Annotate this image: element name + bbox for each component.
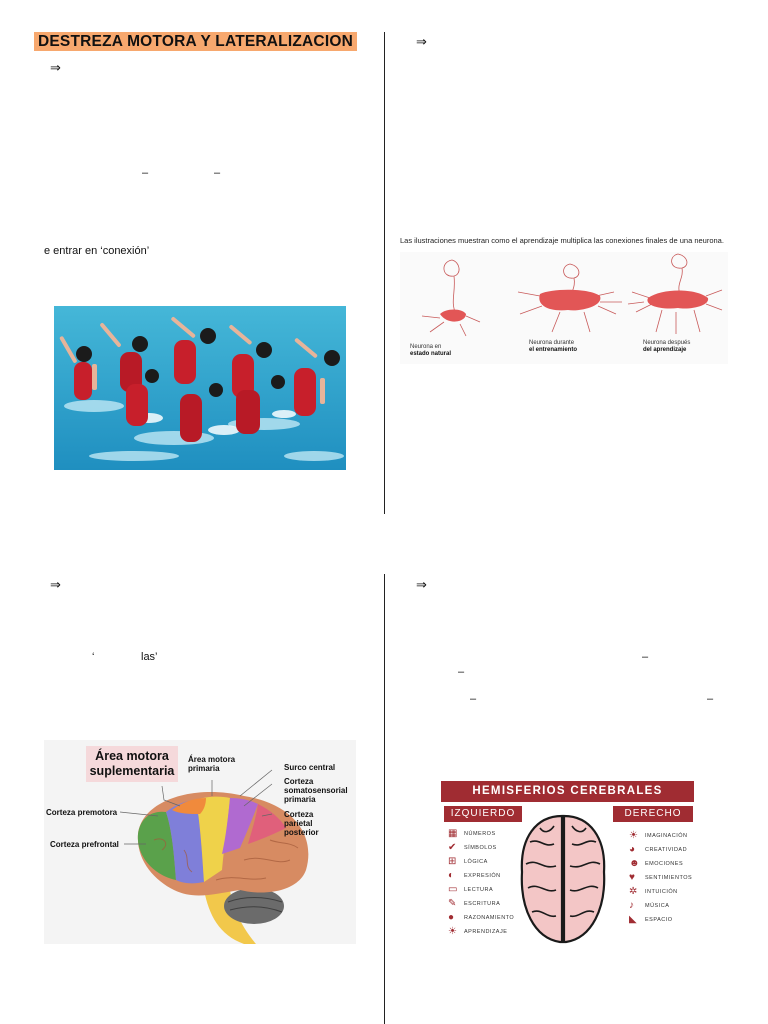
central-sulcus-label: Surco central xyxy=(284,763,336,772)
hemisphere-item-label: APRENDIZAJE xyxy=(464,929,508,935)
hemisphere-item-label: CREATIVIDAD xyxy=(645,847,688,853)
hemisphere-list-item xyxy=(448,841,514,855)
hemisphere-item-label: EMOCIONES xyxy=(645,861,684,867)
neuron-label-line1: Neurona después xyxy=(643,340,691,346)
brain-label-line: posterior xyxy=(284,828,319,837)
brain-label-line: suplementaria xyxy=(89,764,175,778)
dash-mark: – xyxy=(707,693,714,705)
neuron-label-line2: estado natural xyxy=(410,351,452,357)
brain-label-line: Área motora xyxy=(188,755,236,764)
hemisphere-item-label: LECTURA xyxy=(464,887,494,893)
arrow-bullet: ⇒ xyxy=(50,577,61,592)
calculator-icon: ▦ xyxy=(448,828,458,839)
boot-icon: ◣ xyxy=(629,914,638,925)
lightbulb-icon: ☀ xyxy=(629,830,639,841)
brain-top-view-illustration xyxy=(516,812,610,946)
left-hemisphere-list xyxy=(448,827,514,939)
logic-blocks-icon: ⊞ xyxy=(448,856,457,867)
music-note-icon: ♪ xyxy=(629,900,635,911)
hemisphere-list-item xyxy=(629,829,692,843)
arrow-bullet: ⇒ xyxy=(416,577,427,592)
neuron-figure-caption: Las ilustraciones muestran como el aprendizaje multiplica las conexiones finales de una neurona. xyxy=(400,236,724,245)
dash-mark: – xyxy=(458,666,465,678)
dash-mark: – xyxy=(470,693,477,705)
brain-label-line: Corteza xyxy=(284,777,314,786)
hemisphere-list-item xyxy=(448,925,514,939)
column-divider-top xyxy=(384,32,385,514)
hemisphere-item-label: ESCRITURA xyxy=(464,901,501,907)
palette-icon: ◕ xyxy=(629,844,636,855)
pencil-icon: ✎ xyxy=(448,898,457,909)
hemisphere-list-item xyxy=(448,883,514,897)
brain-label-line: parietal xyxy=(284,819,313,828)
hemisphere-item-label: NÚMEROS xyxy=(464,831,496,837)
hemisphere-list-item xyxy=(629,871,692,885)
hemisphere-list-item xyxy=(629,857,692,871)
dash-mark: – xyxy=(642,651,649,663)
neuron-label-line2: el entrenamiento xyxy=(529,347,578,353)
neuron-label-line2: del aprendizaje xyxy=(643,347,687,353)
brain-label-line: primaria xyxy=(188,764,220,773)
page-title: DESTREZA MOTORA Y LATERALIZACION xyxy=(34,32,357,51)
hemisphere-item-label: LÓGICA xyxy=(464,859,488,865)
left-hemisphere-label: IZQUIERDO xyxy=(444,806,522,822)
neuron-label-line1: Neurona durante xyxy=(529,340,575,346)
hemisphere-list-item xyxy=(448,869,514,883)
neuron-label-natural xyxy=(410,344,451,358)
neuron-label-line1: Neurona en xyxy=(410,344,442,350)
hemisphere-item-label: ESPACIO xyxy=(645,917,673,923)
hemisphere-list-item xyxy=(448,897,514,911)
supplementary-motor-area-label xyxy=(86,746,178,782)
premotor-cortex-label: Corteza premotora xyxy=(46,808,118,817)
arrow-bullet: ⇒ xyxy=(416,34,427,49)
hemisphere-list-item xyxy=(629,843,692,857)
synchronized-swimmers-photo xyxy=(54,306,346,470)
hemisphere-item-label: EXPRESIÓN xyxy=(464,873,501,879)
quote-mark: ‘ xyxy=(92,651,95,663)
right-hemisphere-list xyxy=(629,829,692,927)
brain-label-line: Corteza xyxy=(284,810,314,819)
hemisphere-list-item xyxy=(629,885,692,899)
heart-icon: ♥ xyxy=(629,872,636,883)
prefrontal-cortex-label: Corteza prefrontal xyxy=(50,840,119,849)
hemisphere-item-label: INTUICIÓN xyxy=(645,889,678,895)
hemisphere-list-item xyxy=(448,827,514,841)
hemisphere-list-item xyxy=(629,899,692,913)
hemisphere-item-label: IMAGINACIÓN xyxy=(645,833,688,839)
neuron-label-learned xyxy=(643,340,690,354)
dash-mark: – xyxy=(142,167,149,179)
las-text: las’ xyxy=(141,651,158,663)
intuition-icon: ✲ xyxy=(629,886,638,897)
speech-lips-icon: ◐ xyxy=(448,870,455,881)
dash-mark: – xyxy=(214,167,221,179)
column-divider-bottom xyxy=(384,574,385,1024)
posterior-parietal-cortex-label xyxy=(284,810,319,837)
arrow-bullet: ⇒ xyxy=(50,60,61,75)
hemisphere-item-label: SENTIMIENTOS xyxy=(645,875,693,881)
lightbulb-icon: ☀ xyxy=(448,926,458,937)
hemisphere-item-label: MÚSICA xyxy=(645,903,670,909)
brain-label-line: somatosensorial xyxy=(284,786,348,795)
head-gear-icon: ● xyxy=(448,912,455,923)
hemisphere-list-item xyxy=(448,911,514,925)
hemisphere-list-item xyxy=(629,913,692,927)
primary-motor-area-label xyxy=(188,755,235,773)
book-icon: ▭ xyxy=(448,884,458,895)
check-icon: ✔ xyxy=(448,842,457,853)
brain-label-line: Área motora xyxy=(95,749,169,763)
hemisphere-item-label: SÍMBOLOS xyxy=(464,845,497,851)
hemispheres-title: HEMISFERIOS CEREBRALES xyxy=(441,781,694,802)
right-hemisphere-label: DERECHO xyxy=(613,806,693,822)
brain-label-line: primaria xyxy=(284,795,316,804)
connection-text: e entrar en ‘conexión’ xyxy=(44,245,150,257)
hemisphere-item-label: RAZONAMIENTO xyxy=(464,915,515,921)
somatosensory-cortex-label xyxy=(284,777,348,804)
neuron-label-training xyxy=(529,340,577,354)
hemisphere-list-item xyxy=(448,855,514,869)
masks-icon: ☻ xyxy=(629,858,641,869)
